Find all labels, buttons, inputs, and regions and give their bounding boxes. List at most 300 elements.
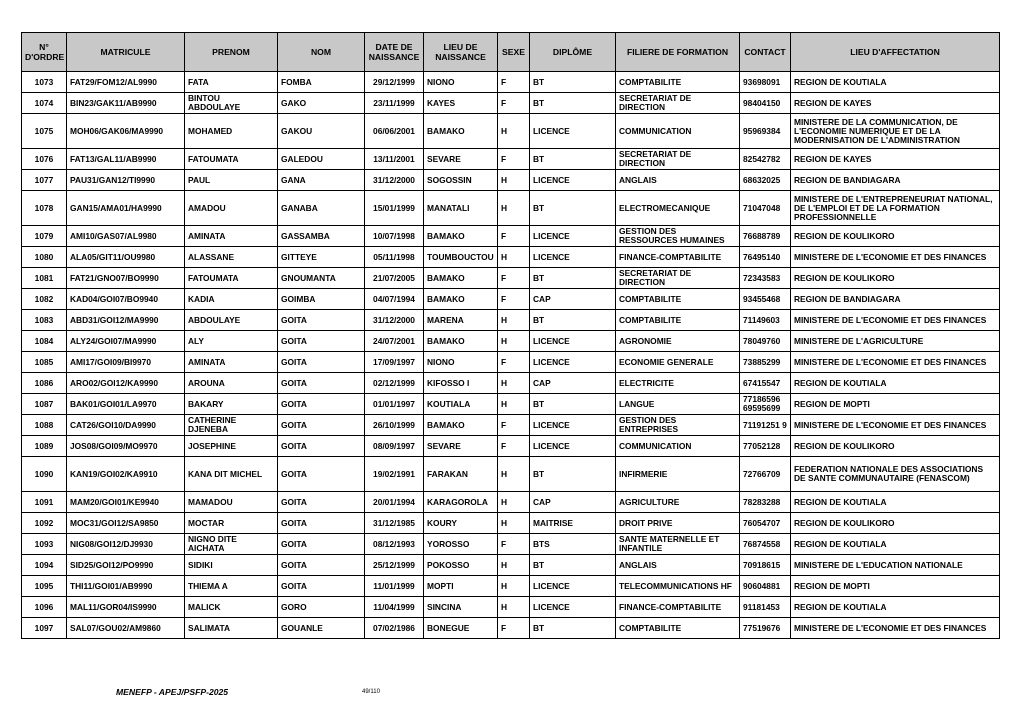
cell-sexe: F — [498, 72, 530, 93]
cell-lieu-naissance: BAMAKO — [424, 289, 498, 310]
cell-no-ordre: 1096 — [22, 597, 67, 618]
cell-nom: GOUANLE — [278, 618, 365, 639]
cell-sexe: H — [498, 373, 530, 394]
cell-lieu-naissance: BAMAKO — [424, 226, 498, 247]
cell-date-naissance: 13/11/2001 — [365, 149, 424, 170]
cell-contact: 77052128 — [740, 436, 791, 457]
cell-lieu-naissance: BAMAKO — [424, 114, 498, 149]
cell-filiere: INFIRMERIE — [616, 457, 740, 492]
cell-matricule: JOS08/GOI09/MO9970 — [67, 436, 185, 457]
cell-no-ordre: 1090 — [22, 457, 67, 492]
cell-filiere: ELECTROMECANIQUE — [616, 191, 740, 226]
cell-nom: GANABA — [278, 191, 365, 226]
cell-contact: 76874558 — [740, 534, 791, 555]
cell-matricule: ALY24/GOI07/MA9990 — [67, 331, 185, 352]
table-row — [22, 72, 1000, 93]
cell-diplome: CAP — [530, 492, 616, 513]
table-row — [22, 597, 1000, 618]
cell-no-ordre: 1075 — [22, 114, 67, 149]
table-row — [22, 191, 1000, 226]
cell-diplome: BT — [530, 191, 616, 226]
cell-lieu-naissance: TOUMBOUCTOU — [424, 247, 498, 268]
table-row — [22, 289, 1000, 310]
cell-diplome: LICENCE — [530, 576, 616, 597]
cell-sexe: F — [498, 534, 530, 555]
cell-sexe: F — [498, 415, 530, 436]
cell-date-naissance: 02/12/1999 — [365, 373, 424, 394]
table-row — [22, 93, 1000, 114]
header-no-ordre: N° D'ORDRE — [22, 33, 67, 72]
cell-no-ordre: 1087 — [22, 394, 67, 415]
cell-sexe: F — [498, 149, 530, 170]
cell-prenom: AROUNA — [185, 373, 278, 394]
cell-matricule: BAK01/GOI01/LA9970 — [67, 394, 185, 415]
cell-affectation: REGION DE KOUTIALA — [791, 534, 1000, 555]
cell-no-ordre: 1076 — [22, 149, 67, 170]
cell-date-naissance: 31/12/1985 — [365, 513, 424, 534]
cell-nom: GOITA — [278, 492, 365, 513]
cell-matricule: BIN23/GAK11/AB9990 — [67, 93, 185, 114]
cell-filiere: GESTION DES ENTREPRISES — [616, 415, 740, 436]
cell-sexe: H — [498, 331, 530, 352]
cell-lieu-naissance: NIONO — [424, 72, 498, 93]
table-row — [22, 114, 1000, 149]
cell-date-naissance: 24/07/2001 — [365, 331, 424, 352]
cell-matricule: SID25/GOI12/PO9990 — [67, 555, 185, 576]
header-diplome: DIPLÔME — [530, 33, 616, 72]
cell-affectation: REGION DE KAYES — [791, 93, 1000, 114]
header-date-naissance: DATE DE NAISSANCE — [365, 33, 424, 72]
header-prenom: PRENOM — [185, 33, 278, 72]
cell-date-naissance: 08/12/1993 — [365, 534, 424, 555]
cell-matricule: FAT21/GNO07/BO9990 — [67, 268, 185, 289]
cell-matricule: MOC31/GOI12/SA9850 — [67, 513, 185, 534]
cell-affectation: REGION DE MOPTI — [791, 576, 1000, 597]
cell-nom: GNOUMANTA — [278, 268, 365, 289]
cell-nom: GAKOU — [278, 114, 365, 149]
cell-lieu-naissance: BAMAKO — [424, 331, 498, 352]
cell-contact: 77186596 69595699 — [740, 394, 791, 415]
cell-nom: GITTEYE — [278, 247, 365, 268]
cell-no-ordre: 1084 — [22, 331, 67, 352]
cell-diplome: BT — [530, 555, 616, 576]
cell-nom: GOITA — [278, 352, 365, 373]
cell-date-naissance: 19/02/1991 — [365, 457, 424, 492]
cell-matricule: GAN15/AMA01/HA9990 — [67, 191, 185, 226]
cell-contact: 93455468 — [740, 289, 791, 310]
cell-matricule: AMI17/GOI09/BI9970 — [67, 352, 185, 373]
cell-matricule: FAT13/GAL11/AB9990 — [67, 149, 185, 170]
cell-date-naissance: 31/12/2000 — [365, 310, 424, 331]
cell-no-ordre: 1074 — [22, 93, 67, 114]
cell-diplome: BTS — [530, 534, 616, 555]
cell-no-ordre: 1091 — [22, 492, 67, 513]
cell-diplome: MAITRISE — [530, 513, 616, 534]
table-row — [22, 310, 1000, 331]
cell-date-naissance: 31/12/2000 — [365, 170, 424, 191]
cell-filiere: ANGLAIS — [616, 555, 740, 576]
cell-matricule: THI11/GOI01/AB9990 — [67, 576, 185, 597]
cell-diplome: LICENCE — [530, 247, 616, 268]
cell-sexe: H — [498, 310, 530, 331]
cell-no-ordre: 1083 — [22, 310, 67, 331]
cell-filiere: COMMUNICATION — [616, 114, 740, 149]
cell-contact: 72343583 — [740, 268, 791, 289]
cell-filiere: COMPTABILITE — [616, 72, 740, 93]
document-sheet — [21, 32, 999, 639]
cell-affectation: MINISTERE DE L'ECONOMIE ET DES FINANCES — [791, 247, 1000, 268]
cell-filiere: ANGLAIS — [616, 170, 740, 191]
cell-nom: GOITA — [278, 394, 365, 415]
cell-filiere: ECONOMIE GENERALE — [616, 352, 740, 373]
cell-matricule: ALA05/GIT11/OU9980 — [67, 247, 185, 268]
table-row — [22, 618, 1000, 639]
cell-lieu-naissance: POKOSSO — [424, 555, 498, 576]
cell-diplome: BT — [530, 394, 616, 415]
cell-affectation: REGION DE BANDIAGARA — [791, 170, 1000, 191]
cell-diplome: BT — [530, 72, 616, 93]
cell-diplome: LICENCE — [530, 226, 616, 247]
cell-prenom: MAMADOU — [185, 492, 278, 513]
cell-date-naissance: 07/02/1986 — [365, 618, 424, 639]
cell-affectation: REGION DE KOUTIALA — [791, 373, 1000, 394]
cell-affectation: REGION DE BANDIAGARA — [791, 289, 1000, 310]
header-contact: CONTACT — [740, 33, 791, 72]
cell-no-ordre: 1077 — [22, 170, 67, 191]
cell-filiere: SANTE MATERNELLE ET INFANTILE — [616, 534, 740, 555]
cell-nom: GOITA — [278, 331, 365, 352]
cell-lieu-naissance: KAYES — [424, 93, 498, 114]
cell-sexe: F — [498, 352, 530, 373]
cell-date-naissance: 17/09/1997 — [365, 352, 424, 373]
cell-prenom: BAKARY — [185, 394, 278, 415]
cell-contact: 72766709 — [740, 457, 791, 492]
cell-affectation: REGION DE KOUTIALA — [791, 597, 1000, 618]
cell-nom: GOITA — [278, 415, 365, 436]
cell-filiere: AGRONOMIE — [616, 331, 740, 352]
cell-contact: 71191251 9 — [740, 415, 791, 436]
cell-date-naissance: 10/07/1998 — [365, 226, 424, 247]
cell-sexe: H — [498, 492, 530, 513]
page-number: 49/110 — [362, 689, 380, 695]
cell-sexe: H — [498, 191, 530, 226]
cell-affectation: REGION DE MOPTI — [791, 394, 1000, 415]
table-row — [22, 555, 1000, 576]
cell-no-ordre: 1082 — [22, 289, 67, 310]
cell-contact: 98404150 — [740, 93, 791, 114]
cell-filiere: TELECOMMUNICATIONS HF — [616, 576, 740, 597]
cell-date-naissance: 11/04/1999 — [365, 597, 424, 618]
cell-prenom: NIGNO DITE AICHATA — [185, 534, 278, 555]
cell-no-ordre: 1088 — [22, 415, 67, 436]
cell-sexe: H — [498, 555, 530, 576]
cell-nom: GASSAMBA — [278, 226, 365, 247]
cell-sexe: F — [498, 268, 530, 289]
cell-contact: 78283288 — [740, 492, 791, 513]
cell-matricule: ARO02/GOI12/KA9990 — [67, 373, 185, 394]
cell-diplome: BT — [530, 93, 616, 114]
cell-filiere: AGRICULTURE — [616, 492, 740, 513]
cell-prenom: MALICK — [185, 597, 278, 618]
cell-filiere: COMPTABILITE — [616, 289, 740, 310]
cell-affectation: MINISTERE DE L'AGRICULTURE — [791, 331, 1000, 352]
cell-diplome: LICENCE — [530, 597, 616, 618]
cell-diplome: BT — [530, 618, 616, 639]
cell-lieu-naissance: KIFOSSO I — [424, 373, 498, 394]
cell-date-naissance: 06/06/2001 — [365, 114, 424, 149]
cell-date-naissance: 01/01/1997 — [365, 394, 424, 415]
cell-no-ordre: 1086 — [22, 373, 67, 394]
table-row — [22, 247, 1000, 268]
cell-diplome: CAP — [530, 373, 616, 394]
cell-nom: GAKO — [278, 93, 365, 114]
cell-filiere: COMPTABILITE — [616, 618, 740, 639]
cell-prenom: PAUL — [185, 170, 278, 191]
cell-prenom: AMINATA — [185, 352, 278, 373]
cell-affectation: MINISTERE DE L'EDUCATION NATIONALE — [791, 555, 1000, 576]
cell-filiere: LANGUE — [616, 394, 740, 415]
cell-affectation: MINISTERE DE L'ENTREPRENEURIAT NATIONAL, DE L'EMPLOI ET DE LA FORMATION PROFESSIONNELLE — [791, 191, 1000, 226]
cell-nom: GOITA — [278, 310, 365, 331]
cell-contact: 91181453 — [740, 597, 791, 618]
cell-contact: 71149603 — [740, 310, 791, 331]
cell-lieu-naissance: SINCINA — [424, 597, 498, 618]
cell-lieu-naissance: BONEGUE — [424, 618, 498, 639]
table-row — [22, 492, 1000, 513]
cell-filiere: COMPTABILITE — [616, 310, 740, 331]
cell-prenom: FATOUMATA — [185, 268, 278, 289]
cell-lieu-naissance: YOROSSO — [424, 534, 498, 555]
cell-filiere: GESTION DES RESSOURCES HUMAINES — [616, 226, 740, 247]
cell-nom: GOITA — [278, 457, 365, 492]
table-row — [22, 226, 1000, 247]
header-sexe: SEXE — [498, 33, 530, 72]
cell-sexe: H — [498, 247, 530, 268]
cell-no-ordre: 1085 — [22, 352, 67, 373]
table-row — [22, 394, 1000, 415]
cell-matricule: SAL07/GOU02/AM9860 — [67, 618, 185, 639]
cell-prenom: MOCTAR — [185, 513, 278, 534]
cell-prenom: FATOUMATA — [185, 149, 278, 170]
cell-date-naissance: 25/12/1999 — [365, 555, 424, 576]
footer-reference: MENEFP - APEJ/PSFP-2025 — [116, 687, 229, 697]
table-row — [22, 513, 1000, 534]
cell-prenom: SALIMATA — [185, 618, 278, 639]
cell-prenom: ABDOULAYE — [185, 310, 278, 331]
cell-lieu-naissance: KARAGOROLA — [424, 492, 498, 513]
cell-contact: 95969384 — [740, 114, 791, 149]
cell-prenom: AMINATA — [185, 226, 278, 247]
cell-contact: 67415547 — [740, 373, 791, 394]
cell-sexe: F — [498, 618, 530, 639]
table-row — [22, 534, 1000, 555]
cell-no-ordre: 1089 — [22, 436, 67, 457]
cell-nom: GOITA — [278, 513, 365, 534]
cell-date-naissance: 20/01/1994 — [365, 492, 424, 513]
cell-no-ordre: 1078 — [22, 191, 67, 226]
cell-matricule: PAU31/GAN12/TI9990 — [67, 170, 185, 191]
cell-matricule: MAM20/GOI01/KE9940 — [67, 492, 185, 513]
table-row — [22, 331, 1000, 352]
cell-contact: 78049760 — [740, 331, 791, 352]
cell-prenom: ALY — [185, 331, 278, 352]
cell-nom: FOMBA — [278, 72, 365, 93]
cell-lieu-naissance: NIONO — [424, 352, 498, 373]
cell-diplome: CAP — [530, 289, 616, 310]
cell-contact: 71047048 — [740, 191, 791, 226]
cell-diplome: BT — [530, 268, 616, 289]
cell-contact: 73885299 — [740, 352, 791, 373]
cell-no-ordre: 1081 — [22, 268, 67, 289]
cell-lieu-naissance: SEVARE — [424, 149, 498, 170]
cell-prenom: SIDIKI — [185, 555, 278, 576]
cell-affectation: MINISTERE DE L'ECONOMIE ET DES FINANCES — [791, 618, 1000, 639]
cell-matricule: KAD04/GOI07/BO9940 — [67, 289, 185, 310]
cell-sexe: H — [498, 457, 530, 492]
cell-nom: GANA — [278, 170, 365, 191]
cell-affectation: MINISTERE DE L'ECONOMIE ET DES FINANCES — [791, 352, 1000, 373]
cell-prenom: KANA DIT MICHEL — [185, 457, 278, 492]
table-row — [22, 170, 1000, 191]
cell-sexe: H — [498, 576, 530, 597]
cell-nom: GOITA — [278, 534, 365, 555]
cell-contact: 76054707 — [740, 513, 791, 534]
cell-diplome: LICENCE — [530, 170, 616, 191]
cell-lieu-naissance: KOURY — [424, 513, 498, 534]
cell-matricule: FAT29/FOM12/AL9990 — [67, 72, 185, 93]
cell-no-ordre: 1092 — [22, 513, 67, 534]
cell-lieu-naissance: SEVARE — [424, 436, 498, 457]
cell-diplome: BT — [530, 149, 616, 170]
cell-filiere: FINANCE-COMPTABILITE — [616, 247, 740, 268]
cell-lieu-naissance: SOGOSSIN — [424, 170, 498, 191]
cell-affectation: REGION DE KOULIKORO — [791, 226, 1000, 247]
cell-affectation: REGION DE KOULIKORO — [791, 513, 1000, 534]
table-row — [22, 457, 1000, 492]
cell-date-naissance: 29/12/1999 — [365, 72, 424, 93]
cell-diplome: LICENCE — [530, 415, 616, 436]
cell-date-naissance: 11/01/1999 — [365, 576, 424, 597]
cell-lieu-naissance: MANATALI — [424, 191, 498, 226]
cell-lieu-naissance: FARAKAN — [424, 457, 498, 492]
cell-sexe: H — [498, 513, 530, 534]
cell-nom: GORO — [278, 597, 365, 618]
cell-lieu-naissance: BAMAKO — [424, 415, 498, 436]
cell-sexe: F — [498, 226, 530, 247]
cell-diplome: LICENCE — [530, 114, 616, 149]
table-header-row — [22, 33, 1000, 72]
cell-affectation: REGION DE KOUTIALA — [791, 492, 1000, 513]
cell-nom: GOITA — [278, 555, 365, 576]
cell-diplome: BT — [530, 310, 616, 331]
cell-no-ordre: 1093 — [22, 534, 67, 555]
cell-no-ordre: 1097 — [22, 618, 67, 639]
table-row — [22, 373, 1000, 394]
cell-no-ordre: 1095 — [22, 576, 67, 597]
cell-filiere: FINANCE-COMPTABILITE — [616, 597, 740, 618]
cell-nom: GALEDOU — [278, 149, 365, 170]
cell-prenom: KADIA — [185, 289, 278, 310]
table-row — [22, 576, 1000, 597]
cell-lieu-naissance: MARENA — [424, 310, 498, 331]
table-row — [22, 436, 1000, 457]
cell-date-naissance: 15/01/1999 — [365, 191, 424, 226]
cell-filiere: SECRETARIAT DE DIRECTION — [616, 93, 740, 114]
cell-no-ordre: 1079 — [22, 226, 67, 247]
cell-matricule: CAT26/GOI10/DA9990 — [67, 415, 185, 436]
cell-lieu-naissance: MOPTI — [424, 576, 498, 597]
cell-sexe: F — [498, 93, 530, 114]
cell-affectation: REGION DE KOULIKORO — [791, 436, 1000, 457]
header-matricule: MATRICULE — [67, 33, 185, 72]
cell-matricule: MAL11/GOR04/IS9990 — [67, 597, 185, 618]
cell-matricule: NIG08/GOI12/DJ9930 — [67, 534, 185, 555]
cell-matricule: MOH06/GAK06/MA9990 — [67, 114, 185, 149]
cell-sexe: H — [498, 170, 530, 191]
cell-nom: GOITA — [278, 436, 365, 457]
header-nom: NOM — [278, 33, 365, 72]
cell-sexe: H — [498, 394, 530, 415]
cell-matricule: AMI10/GAS07/AL9980 — [67, 226, 185, 247]
cell-sexe: H — [498, 597, 530, 618]
cell-prenom: ALASSANE — [185, 247, 278, 268]
cell-contact: 76495140 — [740, 247, 791, 268]
table-row — [22, 149, 1000, 170]
cell-diplome: LICENCE — [530, 436, 616, 457]
cell-filiere: SECRETARIAT DE DIRECTION — [616, 149, 740, 170]
cell-nom: GOITA — [278, 576, 365, 597]
cell-date-naissance: 23/11/1999 — [365, 93, 424, 114]
header-affectation: LIEU D'AFFECTATION — [791, 33, 1000, 72]
cell-affectation: REGION DE KAYES — [791, 149, 1000, 170]
cell-nom: GOITA — [278, 373, 365, 394]
affectation-table — [21, 32, 1000, 639]
cell-no-ordre: 1080 — [22, 247, 67, 268]
cell-affectation: MINISTERE DE LA COMMUNICATION, DE L'ECONOMIE NUMERIQUE ET DE LA MODERNISATION DE L'ADMINISTRATION — [791, 114, 1000, 149]
cell-matricule: KAN19/GOI02/KA9910 — [67, 457, 185, 492]
table-row — [22, 268, 1000, 289]
cell-filiere: ELECTRICITE — [616, 373, 740, 394]
cell-contact: 68632025 — [740, 170, 791, 191]
cell-lieu-naissance: BAMAKO — [424, 268, 498, 289]
cell-filiere: SECRETARIAT DE DIRECTION — [616, 268, 740, 289]
cell-contact: 90604881 — [740, 576, 791, 597]
cell-affectation: MINISTERE DE L'ECONOMIE ET DES FINANCES — [791, 310, 1000, 331]
cell-diplome: BT — [530, 457, 616, 492]
cell-sexe: H — [498, 114, 530, 149]
cell-filiere: COMMUNICATION — [616, 436, 740, 457]
table-row — [22, 415, 1000, 436]
cell-date-naissance: 21/07/2005 — [365, 268, 424, 289]
cell-date-naissance: 04/07/1994 — [365, 289, 424, 310]
cell-prenom: THIEMA A — [185, 576, 278, 597]
cell-contact: 77519676 — [740, 618, 791, 639]
header-filiere: FILIERE DE FORMATION — [616, 33, 740, 72]
cell-affectation: MINISTERE DE L'ECONOMIE ET DES FINANCES — [791, 415, 1000, 436]
cell-date-naissance: 05/11/1998 — [365, 247, 424, 268]
cell-contact: 93698091 — [740, 72, 791, 93]
cell-matricule: ABD31/GOI12/MA9990 — [67, 310, 185, 331]
cell-sexe: F — [498, 436, 530, 457]
cell-prenom: BINTOU ABDOULAYE — [185, 93, 278, 114]
cell-no-ordre: 1094 — [22, 555, 67, 576]
cell-affectation: REGION DE KOULIKORO — [791, 268, 1000, 289]
cell-sexe: F — [498, 289, 530, 310]
cell-date-naissance: 26/10/1999 — [365, 415, 424, 436]
cell-filiere: DROIT PRIVE — [616, 513, 740, 534]
cell-date-naissance: 08/09/1997 — [365, 436, 424, 457]
cell-affectation: REGION DE KOUTIALA — [791, 72, 1000, 93]
